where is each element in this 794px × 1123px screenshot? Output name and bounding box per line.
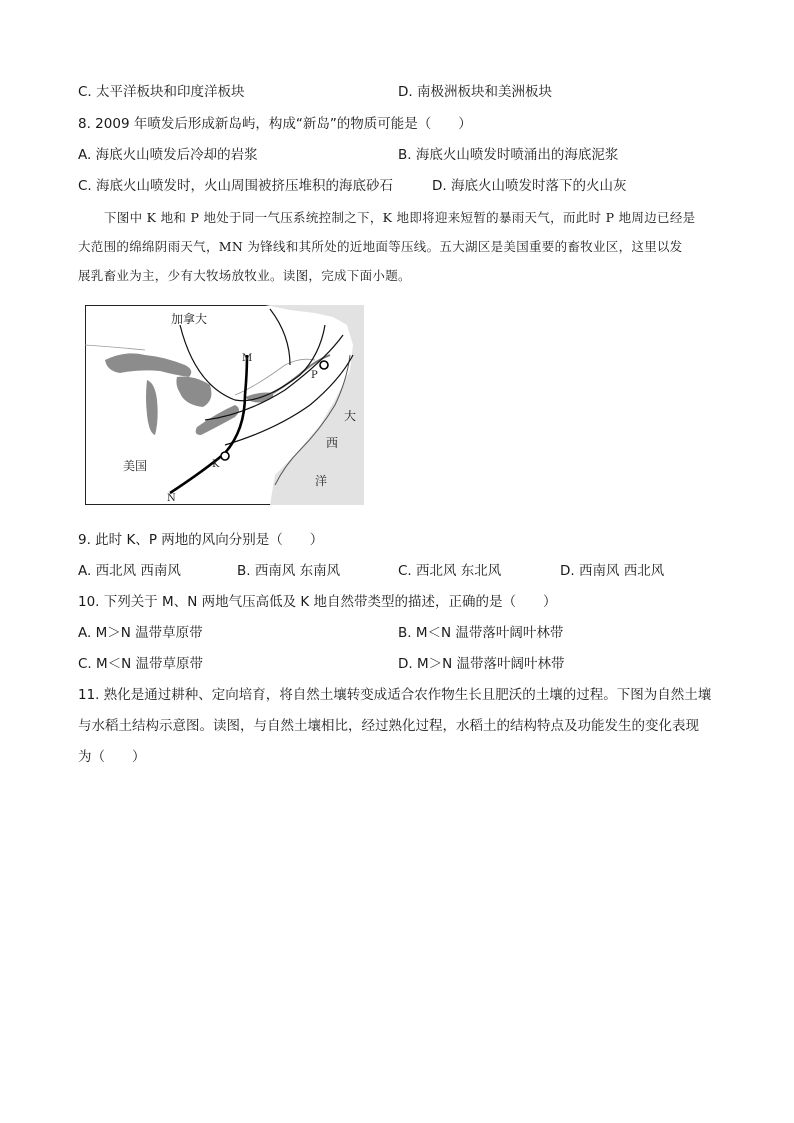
q7-option-d: D. 南极洲板块和美洲板块 [398,84,552,100]
label-usa: 美国 [123,459,148,473]
point-p-marker [320,361,328,369]
q8-option-d: D. 海底火山喷发时落下的火山灰 [432,178,627,194]
q9-option-d: D. 西南风 西北风 [560,563,665,579]
q10-option-d: D. M＞N 温带落叶阔叶林带 [398,656,565,672]
q10-stem: 10. 下列关于 M、N 两地气压高低及 K 地自然带类型的描述，正确的是（ ） [78,594,557,610]
q10-option-a: A. M＞N 温带草原带 [78,625,203,641]
label-atlantic-da: 大 [344,409,357,423]
q8-option-c: C. 海底火山喷发时，火山周围被挤压堆积的海底砂石 [78,178,394,194]
label-m: M [242,353,253,364]
passage-line-1: 下图中 K 地和 P 地处于同一气压系统控制之下，K 地即将迎来短暂的暴雨天气，而此时 P 地周边已经是 [104,210,696,225]
label-atlantic-xi: 西 [326,436,339,450]
label-n: N [167,493,176,504]
q10-option-b: B. M＜N 温带落叶阔叶林带 [398,625,564,641]
q9-option-a: A. 西北风 西南风 [78,563,181,579]
q9-option-c: C. 西北风 东北风 [398,563,502,579]
passage [78,203,718,290]
q11-line-3: 为（ ） [78,749,146,765]
point-k-marker [221,452,229,460]
label-atlantic-yang: 洋 [315,474,328,488]
q9-stem: 9. 此时 K、P 两地的风向分别是（ ） [78,532,324,548]
passage-line-2: 大范围的绵绵阴雨天气，MN 为锋线和其所处的近地面等压线。五大湖区是美国重要的畜牧业区，这里以发 [78,239,683,254]
q9-option-b: B. 西南风 东南风 [237,563,341,579]
q8-option-a: A. 海底火山喷发后冷却的岩浆 [78,147,258,163]
weather-map [85,305,364,505]
q8-stem: 8. 2009 年喷发后形成新岛屿，构成“新岛”的物质可能是（ ） [78,116,472,132]
q7-option-c: C. 太平洋板块和印度洋板块 [78,84,245,100]
q11-line-1: 11. 熟化是通过耕种、定向培育，将自然土壤转变成适合农作物生长且肥沃的土壤的过程。下图为自然土壤 [78,687,712,703]
q8-option-b: B. 海底火山喷发时喷涌出的海底泥浆 [398,147,619,163]
q10-option-c: C. M＜N 温带草原带 [78,656,204,672]
label-canada: 加拿大 [171,312,208,326]
q11-line-2: 与水稻土结构示意图。读图，与自然土壤相比，经过熟化过程，水稻土的结构特点及功能发生的变化表现 [78,718,699,734]
label-p: P [311,370,318,381]
label-k: K [212,459,220,470]
passage-line-3: 展乳畜业为主，少有大牧场放牧业。读图，完成下面小题。 [78,268,411,283]
